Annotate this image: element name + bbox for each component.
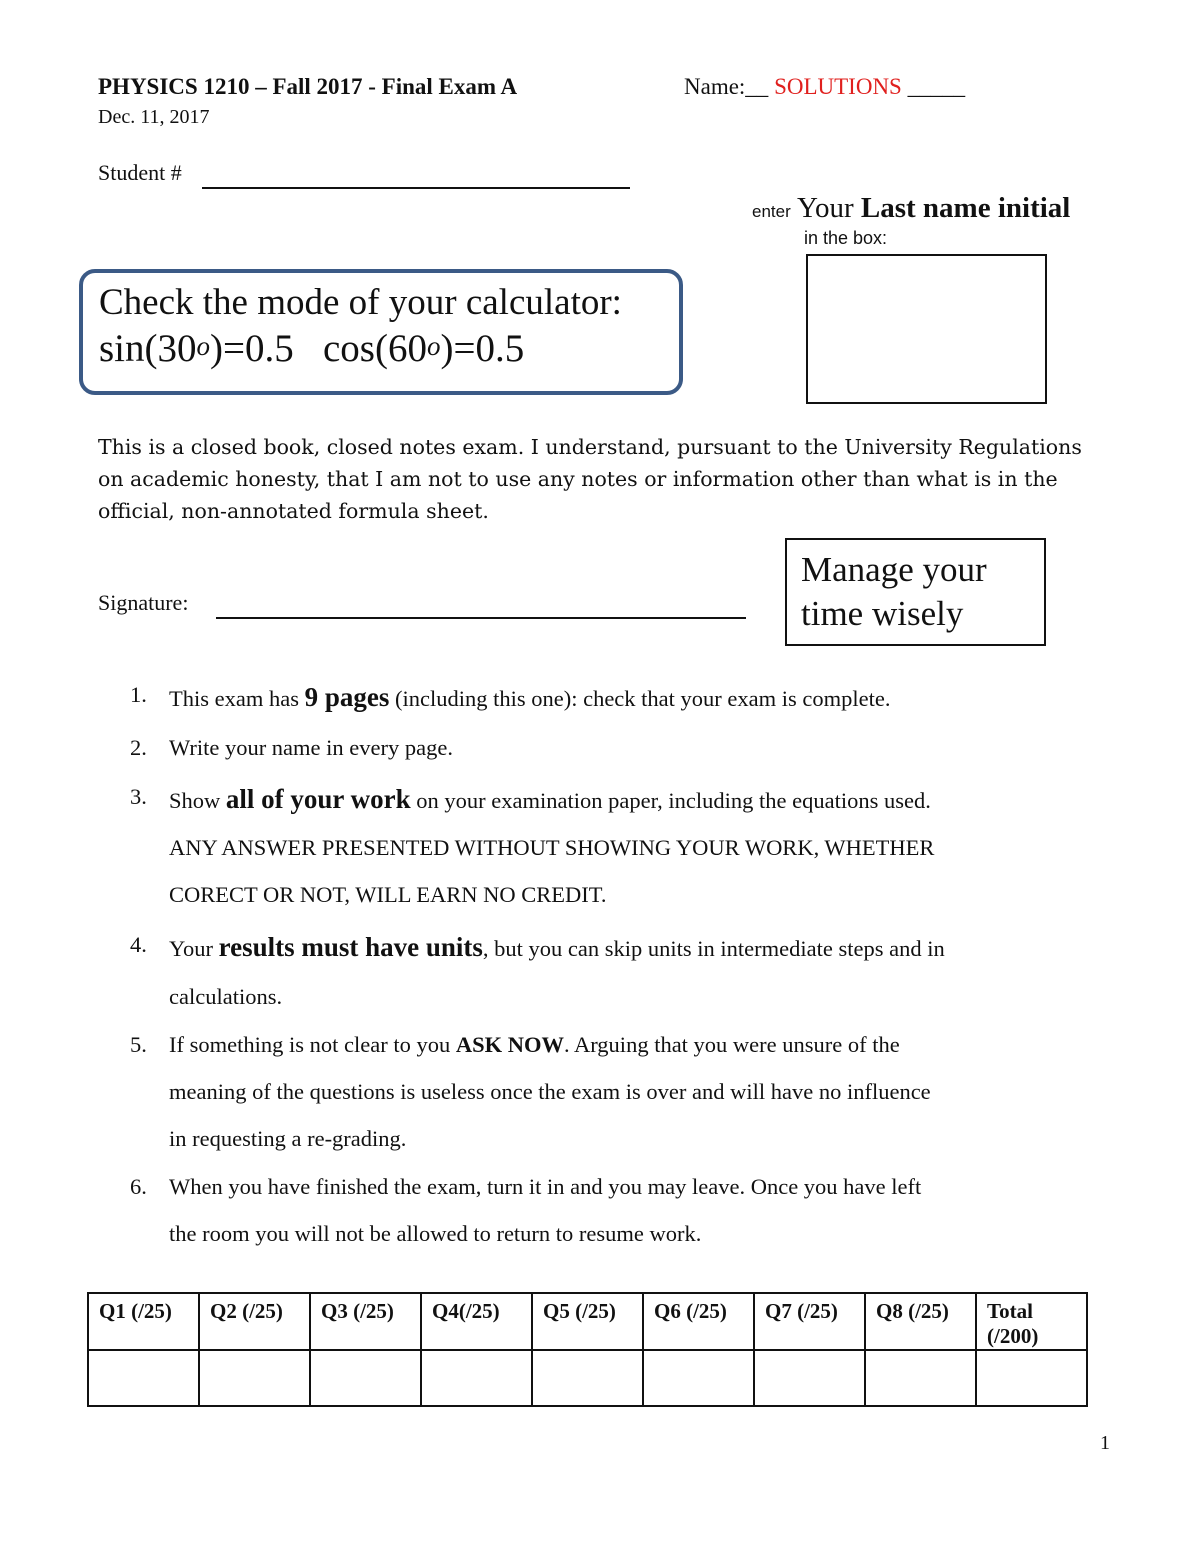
initial-prefix: enter xyxy=(752,202,791,221)
instruction-number: 1. xyxy=(130,682,147,707)
exam-title: PHYSICS 1210 – Fall 2017 - Final Exam A xyxy=(98,74,518,99)
score-cell-q1[interactable] xyxy=(88,1350,199,1406)
instruction-text: If something is not clear to you ASK NOW. Arguing that you were unsure of the xyxy=(169,1032,900,1057)
score-header-q3: Q3 (/25) xyxy=(310,1293,421,1350)
calculator-reminder-title: Check the mode of your calculator: xyxy=(99,282,622,323)
score-header-q7: Q7 (/25) xyxy=(754,1293,865,1350)
score-header-q5: Q5 (/25) xyxy=(532,1293,643,1350)
sin-open: sin(30 xyxy=(99,327,197,370)
instruction-number: 4. xyxy=(130,932,147,957)
initial-your: Your xyxy=(796,192,854,224)
score-cell-q7[interactable] xyxy=(754,1350,865,1406)
score-table-header-row xyxy=(88,1293,1087,1350)
manage-time-text: Manage your time wisely xyxy=(801,550,987,633)
initial-instruction xyxy=(752,192,1070,225)
signature-label: Signature: xyxy=(98,590,189,615)
score-cell-q5[interactable] xyxy=(532,1350,643,1406)
sin-close: )=0.5 xyxy=(210,327,294,370)
score-header-q1: Q1 (/25) xyxy=(88,1293,199,1350)
exam-date: Dec. 11, 2017 xyxy=(98,106,210,128)
page-number: 1 xyxy=(1100,1432,1110,1454)
instruction-text: the room you will not be allowed to return to resume work. xyxy=(169,1221,702,1246)
student-number-label: Student # xyxy=(98,160,182,185)
instruction-text: in requesting a re-grading. xyxy=(169,1126,407,1151)
instruction-text: meaning of the questions is useless once the exam is over and will have no influence xyxy=(169,1079,931,1104)
score-header-q8: Q8 (/25) xyxy=(865,1293,976,1350)
instruction-text: Show all of your work on your examination paper, including the equations used. xyxy=(169,784,931,814)
cos-open: cos(60 xyxy=(322,327,427,370)
score-cell-q6[interactable] xyxy=(643,1350,754,1406)
instruction-number: 5. xyxy=(130,1032,147,1057)
calculator-reminder-equations xyxy=(99,326,524,371)
instruction-number: 6. xyxy=(130,1174,147,1199)
score-header-q4: Q4(/25) xyxy=(421,1293,532,1350)
score-cell-q2[interactable] xyxy=(199,1350,310,1406)
instruction-number: 3. xyxy=(130,784,147,809)
sin-degree: o xyxy=(196,331,210,361)
student-number-line[interactable] xyxy=(202,187,630,189)
name-label: Name:__ xyxy=(684,74,769,99)
signature-line[interactable] xyxy=(216,617,746,619)
last-name-initial-box[interactable] xyxy=(806,254,1047,404)
score-cell-q4[interactable] xyxy=(421,1350,532,1406)
instruction-text: Your results must have units, but you can skip units in intermediate steps and in xyxy=(169,932,945,962)
score-table xyxy=(87,1292,1088,1407)
instruction-number: 2. xyxy=(130,735,147,760)
cos-degree: o xyxy=(426,331,441,361)
score-table-entry-row xyxy=(88,1350,1087,1406)
name-value: SOLUTIONS xyxy=(774,74,902,99)
initial-bold: Last name initial xyxy=(860,192,1071,224)
instruction-text: CORECT OR NOT, WILL EARN NO CREDIT. xyxy=(169,882,607,907)
initial-box-label: in the box: xyxy=(804,228,888,248)
score-header-q2: Q2 (/25) xyxy=(199,1293,310,1350)
score-header-q6: Q6 (/25) xyxy=(643,1293,754,1350)
score-cell-total[interactable] xyxy=(976,1350,1087,1406)
instruction-text: calculations. xyxy=(169,984,283,1009)
score-header-total: Total (/200) xyxy=(976,1293,1087,1350)
score-cell-q8[interactable] xyxy=(865,1350,976,1406)
instruction-text: This exam has 9 pages (including this one): check that your exam is complete. xyxy=(169,682,891,712)
score-cell-q3[interactable] xyxy=(310,1350,421,1406)
instruction-text: When you have finished the exam, turn it in and you may leave. Once you have left xyxy=(169,1174,922,1199)
honesty-statement: This is a closed book, closed notes exam. I understand, pursuant to the University Regulations on academic honesty, that I am not to use any notes or information other than what is in the official, non-annotated formula sheet. xyxy=(98,435,1082,523)
name-trail: _____ xyxy=(907,74,966,99)
instruction-text: ANY ANSWER PRESENTED WITHOUT SHOWING YOUR WORK, WHETHER xyxy=(169,835,935,860)
cos-close: )=0.5 xyxy=(440,327,525,370)
name-line xyxy=(684,74,965,100)
instruction-text: Write your name in every page. xyxy=(169,735,453,760)
